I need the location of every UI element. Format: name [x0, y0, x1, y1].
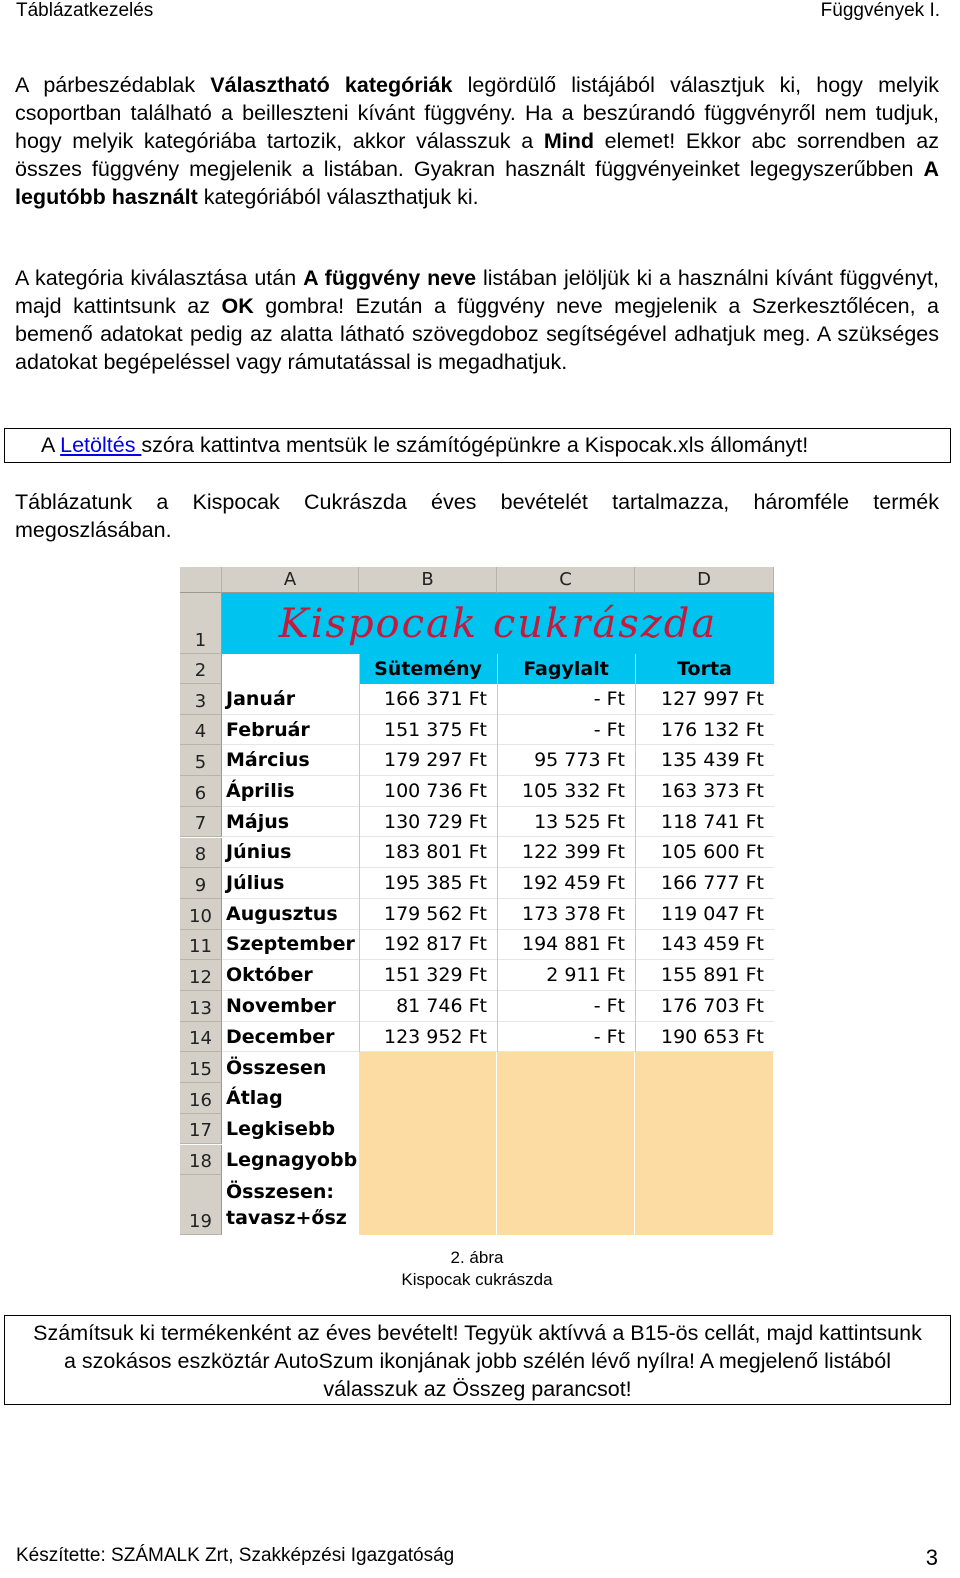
paragraph-category: A párbeszédablak Választható kategóriák legördülő listájából választjuk ki, hogy melyik csoportban található a beilleszteni kívánt függvény. Ha a beszúrandó függvényről nem tudjuk, hogy melyik kategóriába tartozik, akkor válasszuk a Mind elemet! Ekkor abc sorrendben az összes függvény megjelenik a listában. Gyakran használt függvényeinket legegyszerűbben A legutóbb használt kategóriából választhatjuk ki. [15, 73, 939, 209]
cell-a2 [222, 654, 359, 684]
revenue-cell: 119 047 Ft [635, 899, 774, 930]
revenue-cell: 166 371 Ft [359, 684, 497, 715]
revenue-cell: 151 375 Ft [359, 715, 497, 746]
month-label: Február [222, 715, 359, 746]
revenue-cell: 81 746 Ft [359, 991, 497, 1022]
row-header-6: 6 [180, 776, 222, 807]
row-header-3: 3 [180, 684, 222, 715]
month-label: Július [222, 868, 359, 899]
summary-label: Legkisebb [222, 1114, 359, 1145]
row-header-17: 17 [180, 1114, 222, 1145]
row-header-8: 8 [180, 838, 222, 869]
task-instruction-box: Számítsuk ki termékenként az éves bevételt! Tegyük aktívvá a B15-ös cellát, majd kattintsunk a szokásos eszköztár AutoSzum ikonjának jobb szélén lévő nyílra! A megjelenő listából válasszuk az Összeg parancsot! [4, 1315, 951, 1405]
revenue-cell: 192 817 Ft [359, 930, 497, 961]
row-header-4: 4 [180, 715, 222, 746]
revenue-cell: 173 378 Ft [497, 899, 635, 930]
revenue-cell: 183 801 Ft [359, 838, 497, 869]
figure-caption-number: 2. ábra [450, 1248, 504, 1267]
row-header-9: 9 [180, 868, 222, 899]
header-title: Táblázatkezelés [16, 0, 154, 21]
revenue-cell: 100 736 Ft [359, 776, 497, 807]
month-label: Szeptember [222, 930, 359, 961]
column-header-b: B [359, 567, 497, 593]
revenue-cell: - Ft [497, 715, 635, 746]
download-link[interactable]: Letöltés [60, 433, 142, 457]
revenue-cell: - Ft [497, 684, 635, 715]
grid-line [359, 654, 360, 1052]
row-header-16: 16 [180, 1083, 222, 1114]
month-label: Október [222, 960, 359, 991]
column-header-d: D [635, 567, 774, 593]
column-header-a: A [222, 567, 359, 593]
summary-label-spring-autumn [222, 1175, 359, 1235]
sheet-title-banner [222, 593, 774, 654]
month-label: December [222, 1022, 359, 1053]
page-number: 3 [925, 1545, 938, 1570]
paragraph-function-name: A kategória kiválasztása után A függvény neve listában jelöljük ki a használni kívánt függvényt, majd kattintsunk az OK gombra! Ezután a függvény neve megjelenik a Szerkesztőlécen, a bemenő adatokat pedig az alatta látható szövegdoboz segítségével adhatjuk meg. A szükséges adatokat begépeléssel vagy rámutatással is megadhatjuk. [15, 266, 939, 374]
revenue-cell: 123 952 Ft [359, 1022, 497, 1053]
revenue-cell: 190 653 Ft [635, 1022, 774, 1053]
summary-label: Legnagyobb [222, 1145, 359, 1176]
revenue-cell: 179 562 Ft [359, 899, 497, 930]
column-title-1: Sütemény [359, 654, 497, 684]
month-label: Március [222, 745, 359, 776]
revenue-cell: 176 703 Ft [635, 991, 774, 1022]
row-header-2: 2 [180, 654, 222, 684]
row-header-14: 14 [180, 1022, 222, 1053]
row-header-15: 15 [180, 1052, 222, 1083]
row-header-18: 18 [180, 1145, 222, 1176]
footer-author: Készítette: SZÁMALK Zrt, Szakképzési Igazgatóság [16, 1545, 455, 1566]
row-header-19: 19 [180, 1175, 222, 1235]
sheet-title: Kispocak cukrászda [278, 600, 718, 647]
revenue-cell: 95 773 Ft [497, 745, 635, 776]
revenue-cell: 163 373 Ft [635, 776, 774, 807]
summary-label: Átlag [222, 1083, 359, 1114]
revenue-cell: 2 911 Ft [497, 960, 635, 991]
month-label: Június [222, 838, 359, 869]
revenue-cell: 179 297 Ft [359, 745, 497, 776]
revenue-cell: 166 777 Ft [635, 868, 774, 899]
row-header-5: 5 [180, 745, 222, 776]
grid-line [635, 654, 636, 1052]
revenue-cell: 135 439 Ft [635, 745, 774, 776]
month-label: Január [222, 684, 359, 715]
column-header-c: C [497, 567, 635, 593]
row-header-7: 7 [180, 807, 222, 838]
column-title-2: Fagylalt [497, 654, 635, 684]
revenue-cell: 130 729 Ft [359, 807, 497, 838]
row-header-13: 13 [180, 991, 222, 1022]
revenue-cell: 194 881 Ft [497, 930, 635, 961]
revenue-cell: 176 132 Ft [635, 715, 774, 746]
summary-label: Összesen [222, 1052, 359, 1083]
row-header-1: 1 [180, 593, 222, 654]
column-title-3: Torta [635, 654, 774, 684]
revenue-cell: 105 600 Ft [635, 838, 774, 869]
summary-label-line2: tavasz+ősz [226, 1207, 347, 1230]
header-chapter: Függvények I. [820, 0, 940, 21]
revenue-cell: 127 997 Ft [635, 684, 774, 715]
revenue-cell: 143 459 Ft [635, 930, 774, 961]
summary-area[interactable] [359, 1052, 497, 1235]
revenue-cell: 122 399 Ft [497, 838, 635, 869]
month-label: Augusztus [222, 899, 359, 930]
summary-label-line1: Összesen: [226, 1181, 335, 1204]
revenue-cell: 192 459 Ft [497, 868, 635, 899]
revenue-cell: 151 329 Ft [359, 960, 497, 991]
month-label: Április [222, 776, 359, 807]
download-instruction-box: A Letöltés szóra kattintva mentsük le számítógépünkre a Kispocak.xls állományt! [4, 428, 951, 463]
row-header-10: 10 [180, 899, 222, 930]
month-label: Május [222, 807, 359, 838]
revenue-cell: 118 741 Ft [635, 807, 774, 838]
revenue-cell: 13 525 Ft [497, 807, 635, 838]
month-label: November [222, 991, 359, 1022]
corner-cell [180, 567, 222, 593]
revenue-cell: 105 332 Ft [497, 776, 635, 807]
revenue-cell: 155 891 Ft [635, 960, 774, 991]
figure-caption-title: Kispocak cukrászda [401, 1270, 553, 1289]
revenue-cell: - Ft [497, 1022, 635, 1053]
summary-area[interactable] [635, 1052, 774, 1235]
grid-line [497, 654, 498, 1052]
summary-area[interactable] [497, 1052, 635, 1235]
revenue-cell: 195 385 Ft [359, 868, 497, 899]
row-header-11: 11 [180, 930, 222, 961]
revenue-cell: - Ft [497, 991, 635, 1022]
spreadsheet-figure [180, 567, 774, 1235]
row-header-12: 12 [180, 960, 222, 991]
paragraph-table-intro: Táblázatunk a Kispocak Cukrászda éves bevételét tartalmazza, háromféle termék megoszlásában. [15, 490, 939, 542]
